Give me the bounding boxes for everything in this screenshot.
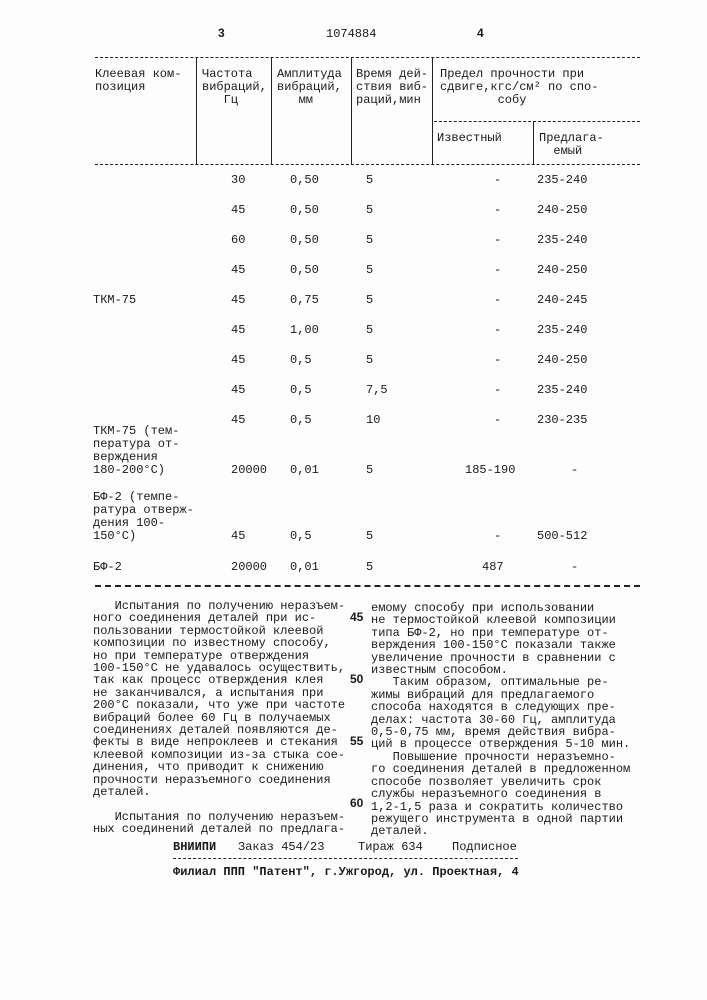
cell-amp: 0,5 [290, 530, 312, 543]
divider [271, 58, 272, 164]
cell-known: - [494, 324, 501, 337]
cell-known: - [494, 354, 501, 367]
divider [95, 585, 640, 587]
cell-proposed: 235-240 [537, 384, 587, 397]
imprint-circulation: Тираж 634 [358, 841, 423, 854]
cell-known: - [494, 384, 501, 397]
header-frequency: Частота вибраций, Гц [202, 68, 267, 107]
cell-amp: 0,50 [290, 234, 319, 247]
cell-time: 5 [366, 234, 373, 247]
cell-composition: БФ-2 (темпе- ратура отверж- дения 100- 150°С) [93, 491, 194, 543]
cell-amp: 1,00 [290, 324, 319, 337]
divider [95, 164, 640, 165]
cell-amp: 0,5 [290, 354, 312, 367]
cell-known: - [494, 294, 501, 307]
cell-proposed: 235-240 [537, 324, 587, 337]
cell-freq: 45 [231, 414, 245, 427]
line-number: 45 [350, 611, 363, 624]
cell-composition: ТКМ-75 (тем- пература от- верждения 180-200°С) [93, 425, 179, 477]
cell-amp: 0,01 [290, 561, 319, 574]
divider [95, 57, 640, 58]
divider [432, 58, 433, 164]
cell-proposed: 240-245 [537, 294, 587, 307]
cell-time: 5 [366, 324, 373, 337]
cell-proposed: 240-250 [537, 204, 587, 217]
cell-known: - [494, 530, 501, 543]
cell-amp: 0,50 [290, 174, 319, 187]
patent-number: 1074884 [326, 28, 376, 41]
cell-freq: 45 [231, 204, 245, 217]
cell-known: 487 [482, 561, 504, 574]
cell-freq: 60 [231, 234, 245, 247]
cell-freq: 45 [231, 264, 245, 277]
header-known: Известный [437, 132, 502, 145]
cell-freq: 45 [231, 354, 245, 367]
cell-time: 5 [366, 354, 373, 367]
cell-proposed: 235-240 [537, 174, 587, 187]
cell-amp: 0,5 [290, 384, 312, 397]
cell-proposed: 230-235 [537, 414, 587, 427]
imprint-org: ВНИИПИ [173, 841, 216, 854]
cell-composition: БФ-2 [93, 561, 122, 574]
header-proposed: Предлага- емый [539, 132, 604, 158]
cell-known: - [494, 414, 501, 427]
cell-composition: ТКМ-75 [93, 294, 136, 307]
header-amplitude: Амплитуда вибраций, мм [277, 68, 342, 107]
cell-proposed: 235-240 [537, 234, 587, 247]
page-number-right: 4 [477, 27, 484, 40]
cell-proposed: - [571, 464, 578, 477]
cell-known: - [494, 264, 501, 277]
header-time: Время дей- ствия виб- раций,мин [356, 68, 428, 107]
cell-known: 185-190 [465, 464, 515, 477]
header-composition: Клеевая ком- позиция [95, 68, 181, 94]
cell-proposed: 240-250 [537, 264, 587, 277]
cell-freq: 45 [231, 324, 245, 337]
cell-time: 5 [366, 530, 373, 543]
imprint-subscription: Подписное [452, 841, 517, 854]
imprint-branch: Филиал ППП "Патент", г.Ужгород, ул. Проектная, 4 [173, 866, 519, 879]
divider [173, 858, 518, 859]
cell-amp: 0,50 [290, 264, 319, 277]
body-left-column: Испытания по получению неразъем- ного соединения деталей при ис- пользовании термостойкой клеевой композиции по известному способу, но при температуре отверждения 100-150°С не удавалось осуществить, так как процесс отверждения клея не заканчивался, а испытания при 200°С показали, что уже при частоте вибраций более 60 Гц в получаемых соединениях деталей появляются де- фекты в виде непроклеев и стекания клеевой композиции из-за стыка сое- динения, что приводит к снижению прочности неразъемного соединения деталей. Испытания по получению неразъем- ных соединений деталей по предлага- [93, 600, 345, 836]
cell-time: 5 [366, 294, 373, 307]
cell-proposed: - [571, 561, 578, 574]
line-number: 50 [350, 673, 363, 686]
cell-proposed: 500-512 [537, 530, 587, 543]
divider [533, 122, 534, 164]
line-number: 55 [350, 735, 363, 748]
cell-time: 5 [366, 264, 373, 277]
cell-known: - [494, 234, 501, 247]
cell-freq: 45 [231, 384, 245, 397]
cell-freq: 45 [231, 294, 245, 307]
cell-time: 5 [366, 464, 373, 477]
cell-time: 10 [366, 414, 380, 427]
line-number: 60 [350, 797, 363, 810]
divider [351, 58, 352, 164]
cell-time: 5 [366, 174, 373, 187]
body-right-column: емому способу при использовании не термостойкой клеевой композиции типа БФ-2, но при температуре от- верждения 100-150°С показали также увеличение прочности в сравнении с известным способом. Таким образом, оптимальные ре- жимы вибраций для предлагаемого способа находятся в следующих пре- делах: частота 30-60 Гц, амплитуда 0,5-0,75 мм, время действия вибра- ций в процессе отверждения 5-10 мин. Повышение прочности неразъемно- го соединения деталей в предложенном способе позволяет увеличить срок службы неразъемного соединения в 1,2-1,5 раза и сократить количество режущего инструмента в одной партии деталей. [371, 602, 630, 838]
cell-freq: 20000 [231, 464, 267, 477]
cell-time: 5 [366, 204, 373, 217]
page-number-left: 3 [218, 27, 225, 40]
cell-proposed: 240-250 [537, 354, 587, 367]
patent-page [0, 0, 707, 1000]
divider [434, 121, 640, 122]
cell-time: 5 [366, 561, 373, 574]
divider [196, 58, 197, 164]
cell-known: - [494, 204, 501, 217]
cell-amp: 0,75 [290, 294, 319, 307]
header-strength: Предел прочности при сдвиге,кгс/см² по спо- собу [440, 68, 598, 107]
cell-known: - [494, 174, 501, 187]
cell-freq: 20000 [231, 561, 267, 574]
cell-amp: 0,01 [290, 464, 319, 477]
cell-freq: 45 [231, 530, 245, 543]
cell-amp: 0,50 [290, 204, 319, 217]
imprint-order: Заказ 454/23 [238, 841, 324, 854]
cell-freq: 30 [231, 174, 245, 187]
cell-amp: 0,5 [290, 414, 312, 427]
cell-time: 7,5 [366, 384, 388, 397]
